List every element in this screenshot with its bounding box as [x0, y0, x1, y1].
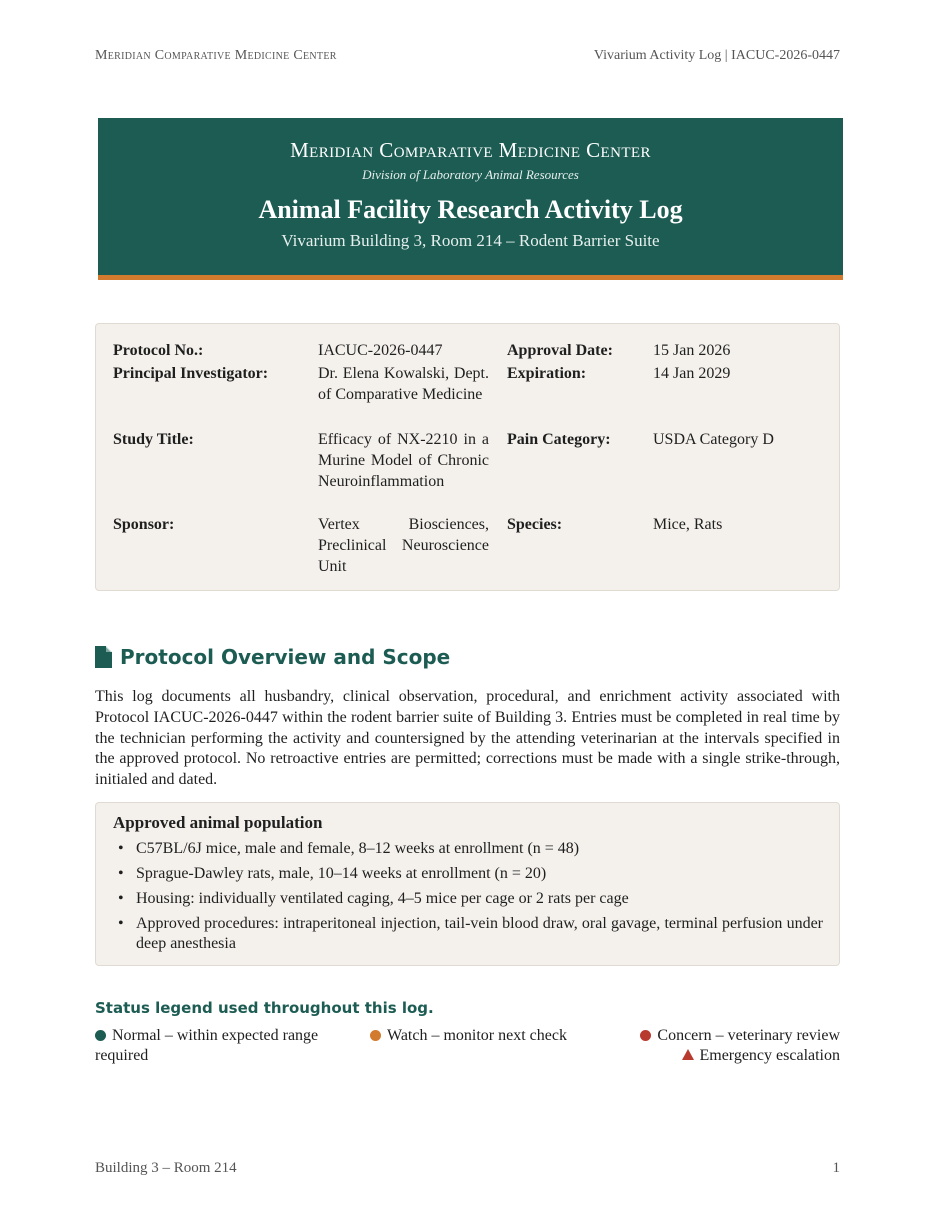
pain-category-label: Pain Category:	[507, 431, 611, 448]
population-list	[113, 839, 823, 959]
list-item: • C57BL/6J mice, male and female, 8–12 weeks at enrollment (n = 48)	[113, 839, 823, 859]
legend-normal	[95, 1026, 318, 1046]
sponsor-value: Vertex Biosciences, Preclinical Neuroscience Unit	[318, 516, 489, 575]
document-title: Animal Facility Research Activity Log	[258, 195, 683, 224]
legend-watch-label: Watch – monitor next check	[387, 1027, 567, 1044]
running-header-doc: Vivarium Activity Log | IACUC-2026-0447	[593, 48, 840, 63]
protocol-no-value: IACUC-2026-0447	[318, 342, 443, 359]
expiration-value: 14 Jan 2029	[653, 365, 731, 382]
pi-value: Dr. Elena Kowalski, Dept. of Comparative Medicine	[318, 365, 489, 403]
approval-date-label: Approval Date:	[507, 342, 613, 359]
legend-concern-label: Concern – veterinary review	[657, 1027, 840, 1044]
legend-heading: Status legend used throughout this log.	[95, 999, 434, 1017]
concern-status-dot-icon	[640, 1030, 651, 1041]
legend-concern-continued: required	[95, 1047, 149, 1064]
footer-location: Building 3 – Room 214	[95, 1160, 237, 1176]
list-item: • Housing: individually ventilated caging, 4–5 mice per cage or 2 rats per cage	[113, 889, 823, 909]
document-icon	[95, 646, 112, 668]
normal-status-dot-icon	[95, 1030, 106, 1041]
running-header	[95, 48, 840, 64]
list-item: • Approved procedures: intraperitoneal injection, tail-vein blood draw, oral gavage, terminal perfusion under deep anesthesia	[113, 914, 823, 954]
banner-organization: Meridian Comparative Medicine Center	[290, 138, 651, 162]
banner-location: Vivarium Building 3, Room 214 – Rodent Barrier Suite	[281, 231, 660, 250]
emergency-triangle-icon	[682, 1049, 694, 1060]
species-label: Species:	[507, 516, 563, 533]
legend-emergency	[682, 1046, 840, 1066]
legend-watch	[370, 1026, 567, 1046]
legend-emergency-label: Emergency escalation	[699, 1047, 840, 1064]
running-header-org: Meridian Comparative Medicine Center	[95, 48, 337, 63]
section-title: Protocol Overview and Scope	[120, 645, 451, 669]
banner-division: Division of Laboratory Animal Resources	[362, 167, 579, 182]
watch-status-dot-icon	[370, 1030, 381, 1041]
overview-paragraph: This log documents all husbandry, clinical observation, procedural, and enrichment activity associated with Protocol IACUC-2026-0447 within the rodent barrier suite of Building 3. Entries must be completed in real time by the technician performing the activity and countersigned by the attending veterinarian at the intervals specified in the approved protocol. No retroactive entries are permitted; corrections must be made with a single strike-through, initialed and dated.	[95, 688, 840, 789]
population-title: Approved animal population	[113, 813, 323, 832]
species-value: Mice, Rats	[653, 516, 723, 533]
expiration-label: Expiration:	[507, 365, 587, 382]
study-title-value: Efficacy of NX-2210 in a Murine Model of Chronic Neuroinflammation	[318, 431, 489, 490]
approved-population-box	[95, 802, 840, 966]
pi-label: Principal Investigator:	[113, 365, 269, 382]
protocol-info-card	[95, 323, 840, 591]
title-banner	[98, 118, 843, 280]
pain-category-value: USDA Category D	[653, 431, 774, 448]
legend-normal-label: Normal – within expected range	[112, 1027, 319, 1044]
section-heading-overview	[95, 645, 450, 669]
approval-date-value: 15 Jan 2026	[653, 342, 731, 359]
page-footer	[95, 1160, 840, 1177]
study-title-label: Study Title:	[113, 431, 194, 448]
legend-concern	[640, 1026, 840, 1046]
page-number: 1	[832, 1160, 840, 1176]
protocol-no-label: Protocol No.:	[113, 342, 204, 359]
list-item: • Sprague-Dawley rats, male, 10–14 weeks at enrollment (n = 20)	[113, 864, 823, 884]
sponsor-label: Sponsor:	[113, 516, 175, 533]
